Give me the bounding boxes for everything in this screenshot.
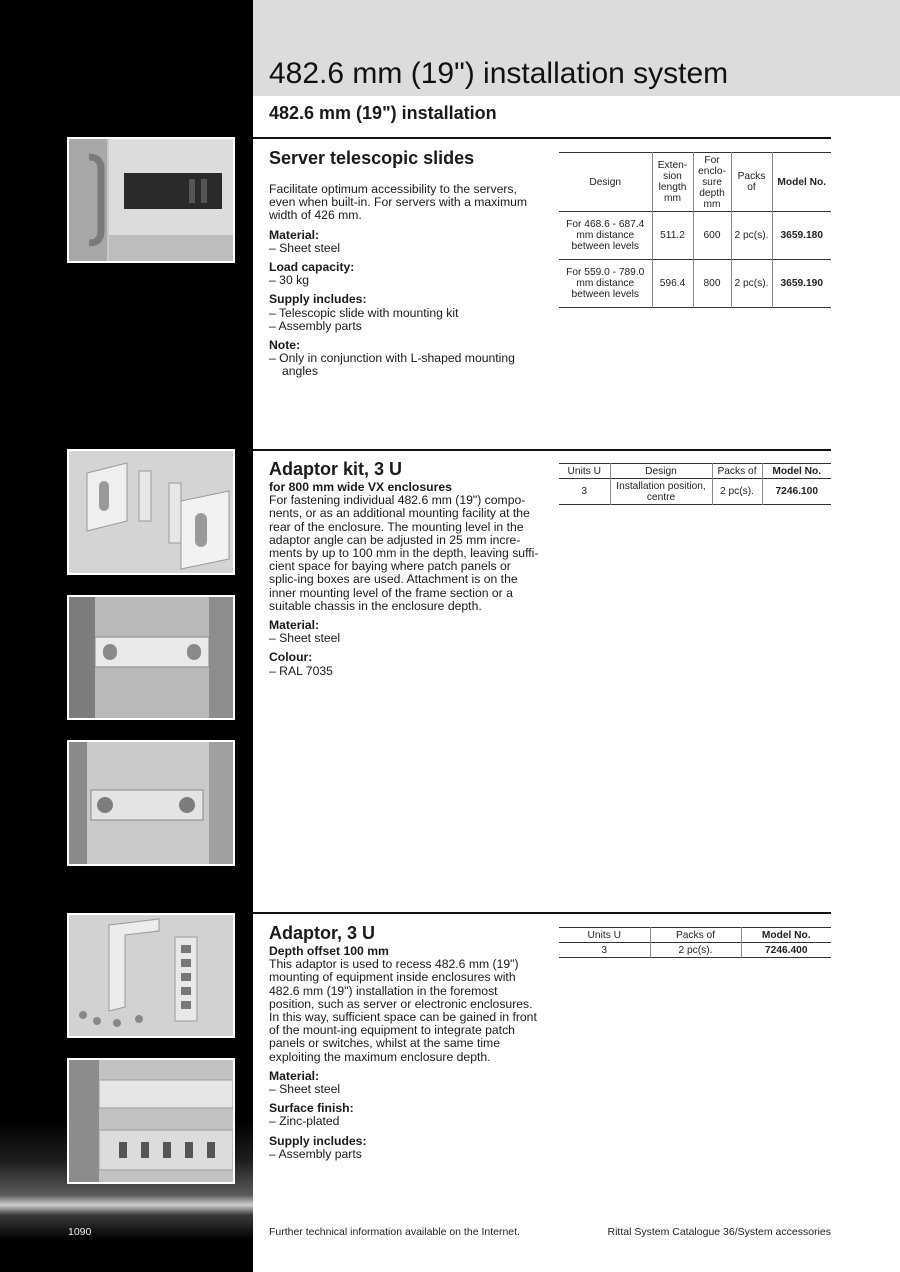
table-cell: 600 — [693, 212, 731, 260]
material-label: Material: — [269, 227, 320, 242]
table-cell: 3 — [601, 944, 608, 956]
page-title: 482.6 mm (19") installation system — [269, 57, 729, 90]
section-divider — [253, 449, 831, 451]
page-number: 1090 — [68, 1226, 92, 1238]
supply-label: Supply includes: — [269, 1133, 367, 1148]
telescopic-slide-photo — [67, 137, 235, 263]
material-label: Material: — [269, 1068, 320, 1083]
table-header: Units U — [567, 465, 601, 477]
lead-text: Depth offset 100 mm — [269, 944, 389, 958]
page-subtitle: 482.6 mm (19") installation — [269, 103, 497, 123]
model-number: 3659.180 — [772, 212, 831, 260]
table-cell: 2 pc(s). — [731, 260, 772, 308]
section-text-telescopic-slides — [269, 183, 541, 379]
table-cell: 800 — [693, 260, 731, 308]
table-header: Units U — [587, 929, 621, 941]
lead-text: for 800 mm wide VX enclosures — [269, 480, 452, 494]
table-header: Design — [589, 176, 622, 188]
section-divider — [253, 912, 831, 914]
adaptor-kit-rack-photo — [67, 740, 235, 866]
section-text-adaptor — [269, 945, 541, 1161]
model-number: 7246.100 — [762, 479, 831, 505]
table-cell: 2 pc(s). — [731, 212, 772, 260]
table-cell: 511.2 — [652, 212, 693, 260]
table-row — [559, 212, 831, 260]
model-number: 7246.400 — [741, 943, 831, 958]
section-title-adaptor: Adaptor, 3 U — [269, 923, 376, 943]
table-header: Packs of — [712, 464, 762, 479]
note-label: Note: — [269, 338, 301, 353]
table-row — [559, 260, 831, 308]
section-title-telescopic-slides: Server telescopic slides — [269, 148, 475, 168]
section-title-adaptor-kit: Adaptor kit, 3 U — [269, 459, 403, 479]
load-label: Load capacity: — [269, 260, 355, 275]
table-cell: Installation position, centre — [610, 479, 712, 505]
model-number: 3659.190 — [772, 260, 831, 308]
colour-value: – RAL 7035 — [269, 663, 333, 678]
supply-item: – Assembly parts — [269, 1146, 362, 1161]
table-header: Model No. — [772, 153, 831, 212]
material-label: Material: — [269, 618, 320, 633]
table-cell: 2 pc(s). — [650, 943, 741, 958]
description: This adaptor is used to recess 482.6 mm (19") mounting of equipment inside enclosures with 482.6 mm (19") installation in the foremost position, such as server or electronic enclosures. In this way, sufficient space can be gained in front of the mount-ing equipment to integrate patch panels or switches, whilst at the same time exploiting the maximum enclosure depth. — [269, 957, 537, 1064]
table-header: Model No. — [741, 928, 831, 943]
telescopic-slides-table — [559, 152, 831, 308]
adaptor-kit-table — [559, 463, 831, 505]
material-value: – Sheet steel — [269, 240, 341, 255]
table-cell: 3 — [581, 486, 588, 497]
adaptor-installed-photo — [67, 1058, 235, 1184]
colour-label: Colour: — [269, 650, 313, 665]
supply-label: Supply includes: — [269, 292, 367, 307]
adaptor-photo — [67, 913, 235, 1038]
load-value: – 30 kg — [269, 273, 309, 288]
table-header: Packs of — [650, 928, 741, 943]
table-cell: 2 pc(s). — [712, 479, 762, 505]
material-value: – Sheet steel — [269, 1082, 341, 1097]
footer-catalogue: Rittal System Catalogue 36/System accessories — [607, 1226, 831, 1238]
finish-label: Surface finish: — [269, 1101, 354, 1116]
table-cell: For 559.0 - 789.0 mm distance between levels — [566, 267, 645, 300]
table-cell: 596.4 — [652, 260, 693, 308]
description: Facilitate optimum accessibility to the servers, even when built-in. For servers with a maximum width of 426 mm. — [269, 182, 528, 223]
adaptor-kit-installed-photo — [67, 595, 235, 720]
section-text-adaptor-kit — [269, 481, 541, 678]
adaptor-kit-photo — [67, 449, 235, 575]
adaptor-table — [559, 927, 831, 958]
note-value: – Only in conjunction with L-shaped mounting angles — [269, 351, 515, 379]
section-divider — [253, 137, 831, 139]
table-header: Model No. — [762, 464, 831, 479]
table-row — [559, 479, 831, 505]
table-cell: For 468.6 - 687.4 mm distance between levels — [566, 219, 645, 252]
table-header: Packs of — [731, 153, 772, 212]
footer-note: Further technical information available on the Internet. — [269, 1226, 520, 1238]
supply-item: – Assembly parts — [269, 318, 362, 333]
table-header: Exten-sion length mm — [652, 153, 693, 212]
description: For fastening individual 482.6 mm (19") compo-nents, or as an additional mounting facility at the rear of the enclosure. The mounting level in the adaptor angle can be adjusted in 25 mm incre-ments by up to 100 mm in the depth, leaving suffi-cient space for baying where patch panels or splic-ing boxes are used. Attachment is on the inner mounting level of the frame section or a suitable chassis in the enclosure depth. — [269, 493, 539, 613]
table-header: Design — [610, 464, 712, 479]
supply-item: – Telescopic slide with mounting kit — [269, 305, 459, 320]
finish-value: – Zinc-plated — [269, 1114, 340, 1129]
table-header: For enclo-sure depth mm — [693, 153, 731, 212]
table-row — [559, 943, 831, 958]
material-value: – Sheet steel — [269, 631, 341, 646]
